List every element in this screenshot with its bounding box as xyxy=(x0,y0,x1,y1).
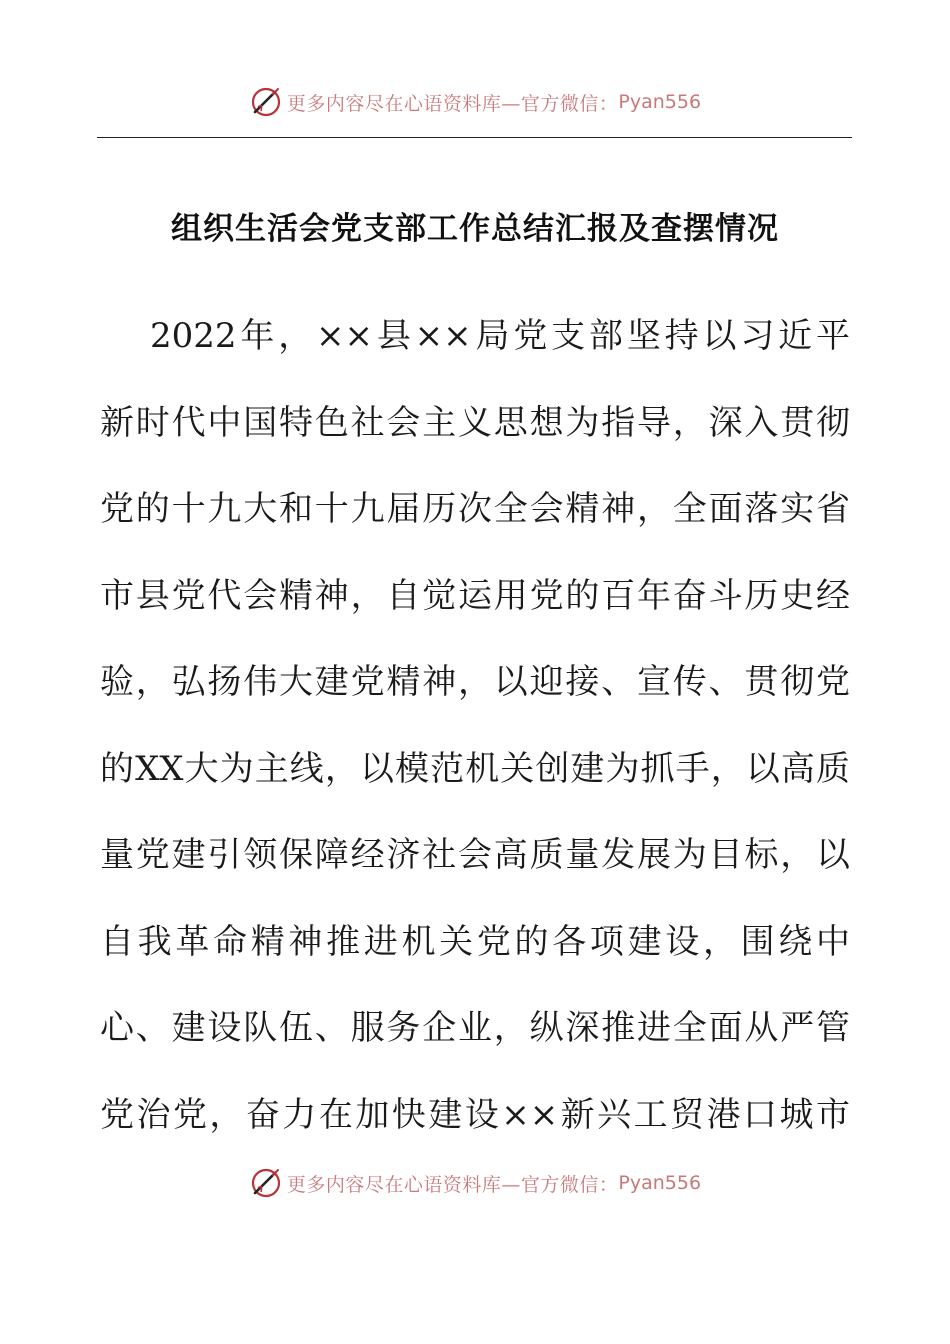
body-line: 市县党代会精神，自觉运用党的百年奋斗历史经 xyxy=(100,575,850,616)
header-banner xyxy=(0,80,950,124)
header-divider xyxy=(97,137,852,138)
body-line: 验，弘扬伟大建党精神，以迎接、宣传、贯彻党 xyxy=(100,662,850,702)
body-line: 量党建引领保障经济社会高质量发展为目标，以 xyxy=(100,835,850,875)
body-line: 2022年，××县××局党支部坚持以习近平 xyxy=(150,316,850,356)
footer-wechat-id: Pyan556 xyxy=(618,1172,702,1194)
body-line: 党的十九大和十九届历次全会精神，全面落实省 xyxy=(100,489,850,529)
pen-circle-logo-icon xyxy=(249,85,283,119)
body-line: 自我革命精神推进机关党的各项建设，围绕中 xyxy=(100,921,850,962)
body-line: 新时代中国特色社会主义思想为指导，深入贯彻 xyxy=(100,402,850,443)
footer-banner xyxy=(0,1161,950,1205)
body-line: 心、建设队伍、服务企业，纵深推进全面从严管 xyxy=(100,1008,850,1048)
document-title: 组织生活会党支部工作总结汇报及查摆情况 xyxy=(171,211,779,247)
footer-banner-text: 更多内容尽在心语资料库—官方微信： xyxy=(286,1173,619,1196)
pen-circle-logo-icon xyxy=(249,1166,283,1200)
header-wechat-id: Pyan556 xyxy=(618,91,702,113)
document-body xyxy=(100,305,850,1170)
body-line: 的XX大为主线，以模范机关创建为抓手，以高质 xyxy=(100,748,850,789)
header-banner-text: 更多内容尽在心语资料库—官方微信： xyxy=(286,92,619,115)
body-line: 党治党，奋力在加快建设××新兴工贸港口城市 xyxy=(100,1094,850,1135)
